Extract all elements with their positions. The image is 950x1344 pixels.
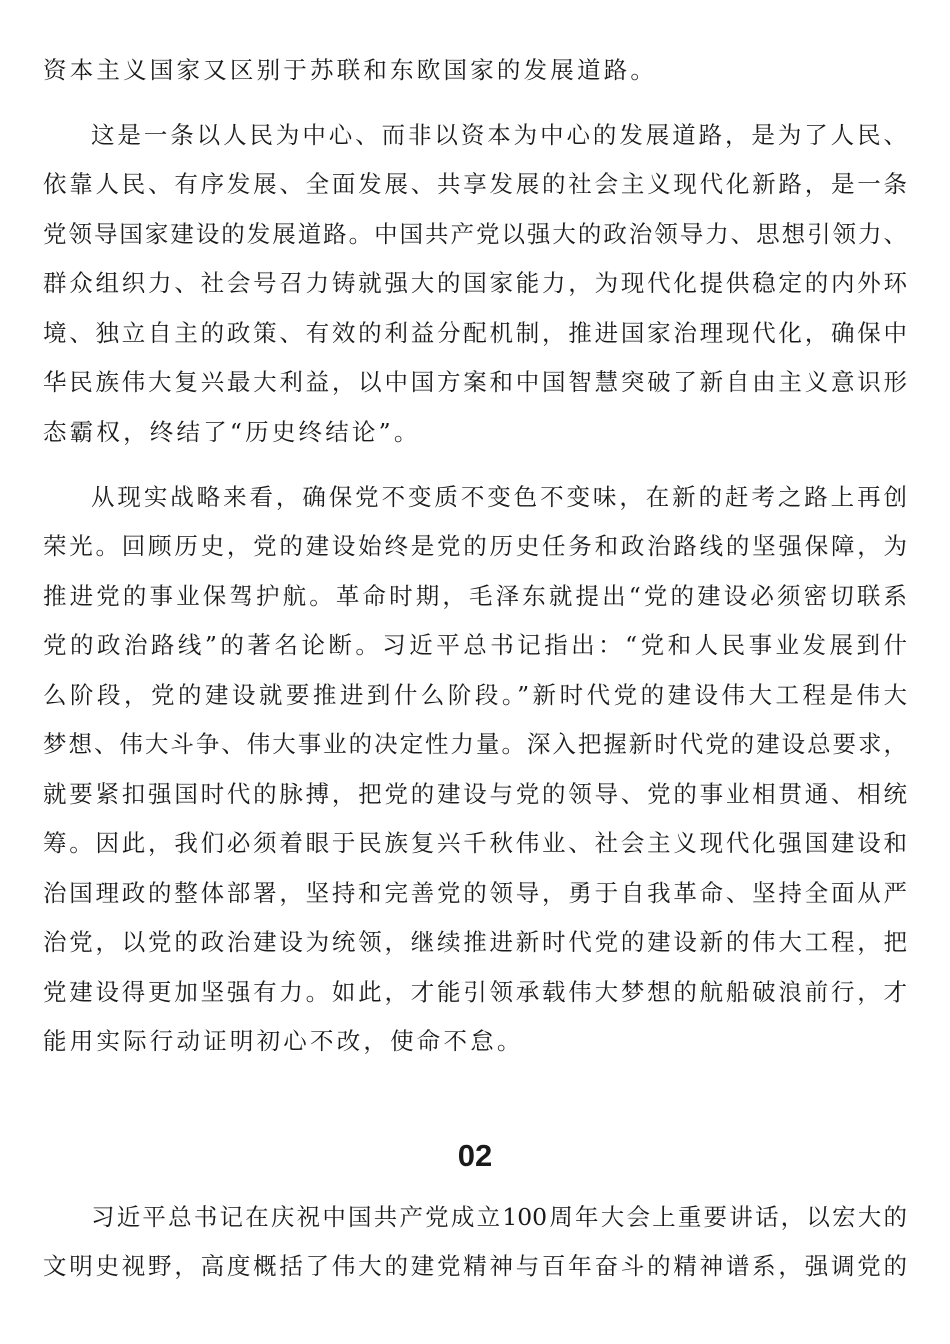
paragraph-line: 群众组织力、社会号召力铸就强大的国家能力，为现代化提供稳定的内外环 [43,269,907,297]
paragraph-line: 能用实际行动证明初心不改，使命不怠。 [43,1027,524,1055]
paragraph-line: 文明史视野，高度概括了伟大的建党精神与百年奋斗的精神谱系，强调党的 [43,1252,907,1280]
paragraph-line: 筹。因此，我们必须着眼于民族复兴千秋伟业、社会主义现代化强国建设和 [43,829,907,857]
paragraph-line: 从现实战略来看，确保党不变质不变色不变味，在新的赶考之路上再创 [91,483,907,511]
paragraph-line: 推进党的事业保驾护航。革命时期，毛泽东就提出“党的建设必须密切联系 [43,582,907,610]
paragraph-line: 梦想、伟大斗争、伟大事业的决定性力量。深入把握新时代党的建设总要求， [43,730,907,758]
paragraph-line: 么阶段，党的建设就要推进到什么阶段。”新时代党的建设伟大工程是伟大 [43,681,907,709]
paragraph-line: 境、独立自主的政策、有效的利益分配机制，推进国家治理现代化，确保中 [43,319,907,347]
paragraph-line: 就要紧扣强国时代的脉搏，把党的建设与党的领导、党的事业相贯通、相统 [43,780,907,808]
paragraph-line: 态霸权，终结了“历史终结论”。 [43,418,421,446]
paragraph-line: 习近平总书记在庆祝中国共产党成立100周年大会上重要讲话，以宏大的 [91,1203,907,1231]
paragraph-line: 治国理政的整体部署，坚持和完善党的领导，勇于自我革命、坚持全面从严 [43,879,907,907]
paragraph-line: 资本主义国家又区别于苏联和东欧国家的发展道路。 [43,56,658,84]
paragraph-line: 党领导国家建设的发展道路。中国共产党以强大的政治领导力、思想引领力、 [43,220,907,248]
paragraph-line: 华民族伟大复兴最大利益，以中国方案和中国智慧突破了新自由主义意识形 [43,368,907,396]
paragraph-line: 党的政治路线”的著名论断。习近平总书记指出：“党和人民事业发展到什 [43,631,907,659]
paragraph-line: 依靠人民、有序发展、全面发展、共享发展的社会主义现代化新路，是一条 [43,170,907,198]
paragraph-line: 荣光。回顾历史，党的建设始终是党的历史任务和政治路线的坚强保障，为 [43,532,907,560]
section-heading: 02 [457,1138,493,1173]
paragraph-line: 这是一条以人民为中心、而非以资本为中心的发展道路，是为了人民、 [91,121,907,149]
paragraph-line: 党建设得更加坚强有力。如此，才能引领承载伟大梦想的航船破浪前行，才 [43,978,907,1006]
paragraph-line: 治党，以党的政治建设为统领，继续推进新时代党的建设新的伟大工程，把 [43,928,907,956]
